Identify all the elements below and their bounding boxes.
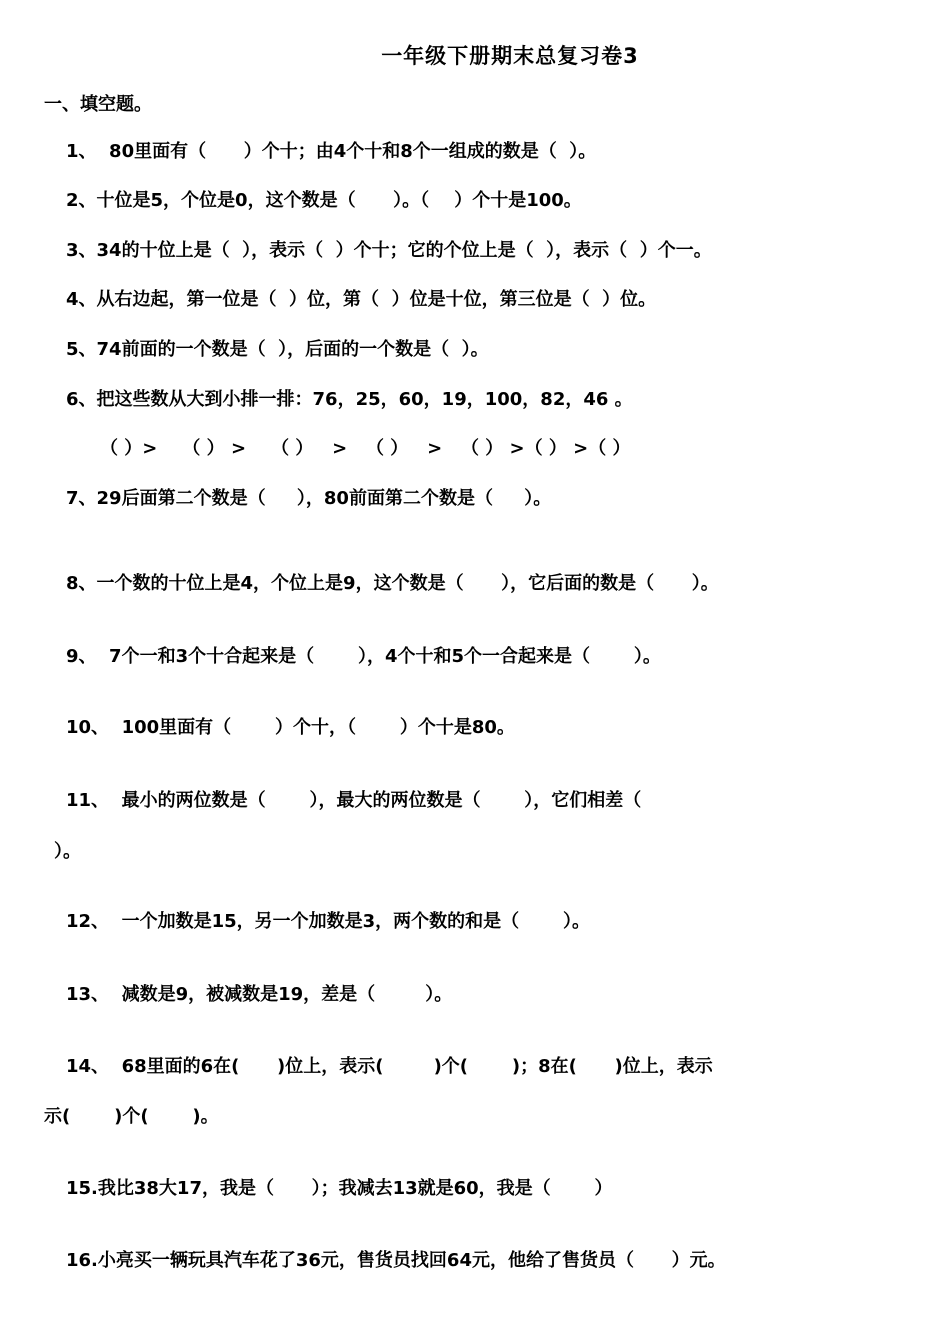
question-11: 11、 最小的两位数是（ ），最大的两位数是（ ），它们相差（ — [66, 790, 642, 811]
question-8: 8、一个数的十位上是4，个位上是9，这个数是（ ），它后面的数是（ ）。 — [66, 573, 719, 594]
question-14-continuation: 示( )个( )。 — [44, 1106, 219, 1127]
question-6-ordering: （ ）> （ ） > （ ） > （ ） > （ ） >（ ） >（ ） — [100, 438, 631, 459]
question-6: 6、把这些数从大到小排一排：76，25，60，19，100，82，46 。 — [66, 389, 633, 410]
question-4: 4、从右边起，第一位是（ ）位，第（ ）位是十位，第三位是（ ）位。 — [66, 289, 657, 310]
section-heading: 一、填空题。 — [44, 94, 152, 115]
question-16: 16.小亮买一辆玩具汽车花了36元，售货员找回64元，他给了售货员（ ）元。 — [66, 1250, 726, 1271]
question-2: 2、十位是5，个位是0，这个数是（ ）。（ ）个十是100。 — [66, 190, 582, 211]
question-13: 13、 减数是9，被减数是19，差是（ ）。 — [66, 984, 453, 1005]
question-9: 9、 7个一和3个十合起来是（ ），4个十和5个一合起来是（ ）。 — [66, 646, 661, 667]
question-11-continuation: ）。 — [54, 841, 81, 862]
question-1: 1、 80里面有（ ）个十；由4个十和8个一组成的数是（ ）。 — [66, 141, 597, 162]
question-3: 3、34的十位上是（ ），表示（ ）个十；它的个位上是（ ），表示（ ）个一。 — [66, 240, 712, 261]
question-15: 15.我比38大17，我是（ ）；我减去13就是60，我是（ ） — [66, 1178, 613, 1199]
page-title: 一年级下册期末总复习卷3 — [381, 44, 639, 68]
question-10: 10、 100里面有（ ）个十，（ ）个十是80。 — [66, 717, 515, 738]
question-5: 5、74前面的一个数是（ ），后面的一个数是（ ）。 — [66, 339, 489, 360]
question-14: 14、 68里面的6在( )位上，表示( )个( )；8在( )位上，表示 — [66, 1056, 713, 1077]
question-7: 7、29后面第二个数是（ ），80前面第二个数是（ ）。 — [66, 488, 552, 509]
question-12: 12、 一个加数是15，另一个加数是3，两个数的和是（ ）。 — [66, 911, 591, 932]
